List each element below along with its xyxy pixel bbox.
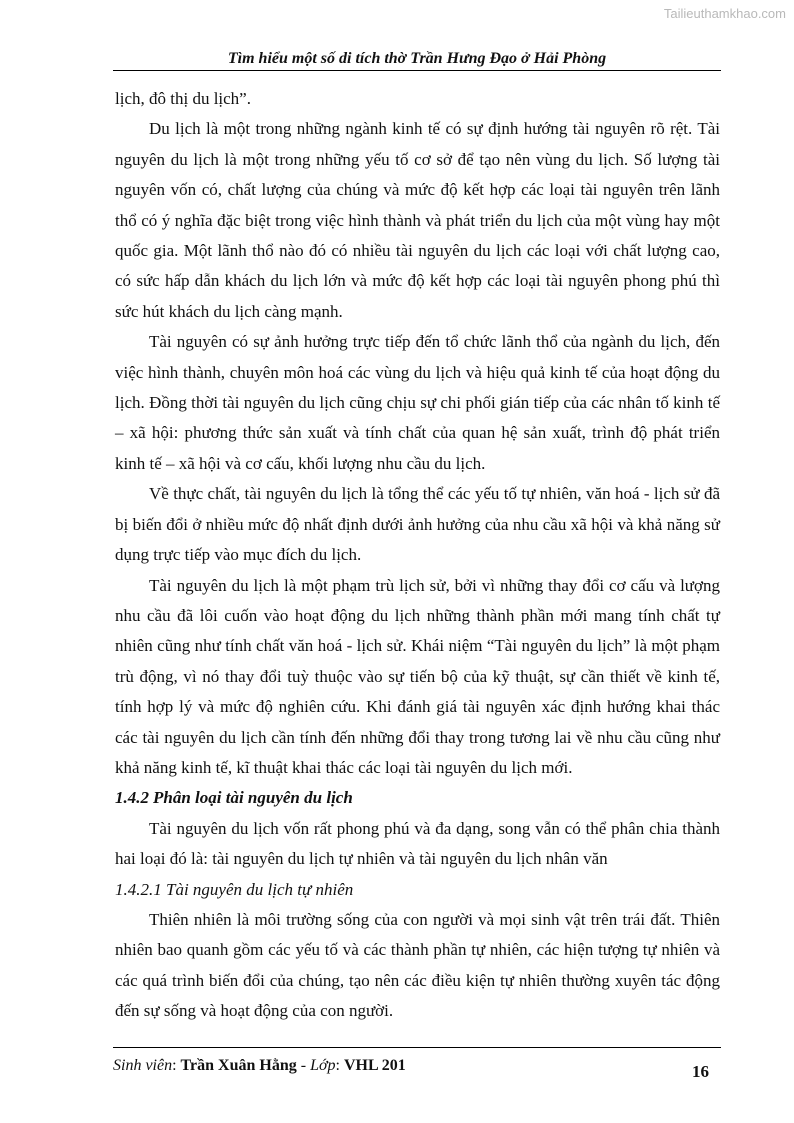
class-value: VHL 201 — [343, 1057, 406, 1074]
page-body — [115, 84, 720, 1027]
section-number: 1.4.2 — [115, 788, 149, 808]
subsection-heading: 1.4.2.1 Tài nguyên du lịch tự nhiên — [115, 879, 354, 899]
page-footer: Sinh viên: Trần Xuân Hằng - Lớp: VHL 201 16 — [113, 1047, 721, 1076]
paragraph-6: Thiên nhiên là môi trường sống của con người và mọi sinh vật trên trái đất. Thiên nhiên bao quanh gồm các yếu tố và các thành phần tự nhiên, các hiện tượng tự nhiên và các quá trình biến đổi của chúng, tạo nên các điều kiện tự nhiên thường xuyên tác động đến sự sống và hoạt động của con người. — [115, 909, 720, 1021]
paragraph-3: Về thực chất, tài nguyên du lịch là tổng thể các yếu tố tự nhiên, văn hoá - lịch sử đã bị biến đổi ở nhiều mức độ nhất định dưới ảnh hưởng của nhu cầu xã hội và khả năng sử dụng trực tiếp vào mục đích du lịch. — [115, 484, 720, 565]
running-header: Tìm hiểu một số di tích thờ Trần Hưng Đạo ở Hải Phòng — [113, 49, 721, 71]
lead-paragraph: lịch, đô thị du lịch”. — [115, 89, 251, 108]
page-number: 16 — [692, 1062, 709, 1081]
paragraph-1: Du lịch là một trong những ngành kinh tế có sự định hướng tài nguyên rõ rệt. Tài nguyên du lịch là một trong những yếu tố cơ sở để tạo nên vùng du lịch. Số lượng tài nguyên vốn có, chất lượng của chúng và mức độ kết hợp các loại tài nguyên trên lãnh thổ có ý nghĩa đặc biệt trong việc hình thành và phát triển du lịch của một vùng hay một quốc gia. Một lãnh thổ nào đó có nhiều tài nguyên du lịch các loại với chất lượng cao, có sức hấp dẫn khách du lịch lớn và mức độ kết hợp các loại tài nguyên phong phú thì sức hút khách du lịch càng mạnh. — [115, 119, 720, 321]
paragraph-4: Tài nguyên du lịch là một phạm trù lịch sử, bởi vì những thay đổi cơ cấu và lượng nhu cầu đã lôi cuốn vào hoạt động du lịch những thành phần mới mang tính chất tự nhiên cũng như tính chất văn hoá - lịch sử. Khái niệm “Tài nguyên du lịch” là một phạm trù động, vì nó thay đổi tuỳ thuộc vào sự tiến bộ của kỹ thuật, sự cần thiết về kinh tế, tính hợp lý và mức độ nghiên cứu. Khi đánh giá tài nguyên xác định hướng khai thác các tài nguyên du lịch cần tính đến những đổi thay trong tương lai về nhu cầu cũng như khả năng kinh tế, kĩ thuật khai thác các loại tài nguyên du lịch mới. — [115, 575, 720, 777]
watermark: Tailieuthamkhao.com — [663, 6, 786, 21]
section-heading — [115, 783, 720, 813]
student-name: Trần Xuân Hằng — [180, 1057, 297, 1074]
paragraph-5: Tài nguyên du lịch vốn rất phong phú và đa dạng, song vẫn có thể phân chia thành hai loại đó là: tài nguyên du lịch tự nhiên và tài nguyên du lịch nhân văn — [115, 818, 720, 869]
section-title: Phân loại tài nguyên du lịch — [153, 788, 353, 808]
student-label: Sinh viên — [113, 1057, 173, 1074]
class-label: Lớp — [310, 1057, 336, 1074]
paragraph-2: Tài nguyên có sự ảnh hưởng trực tiếp đến tổ chức lãnh thổ của ngành du lịch, đến việc hình thành, chuyên môn hoá các vùng du lịch và hiệu quả kinh tế của hoạt động du lịch. Đồng thời tài nguyên du lịch cũng chịu sự chi phối gián tiếp của các nhân tố kinh tế – xã hội: phương thức sản xuất và tính chất của quan hệ sản xuất, trình độ phát triển kinh tế – xã hội và cơ cấu, khối lượng nhu cầu du lịch. — [115, 332, 720, 473]
